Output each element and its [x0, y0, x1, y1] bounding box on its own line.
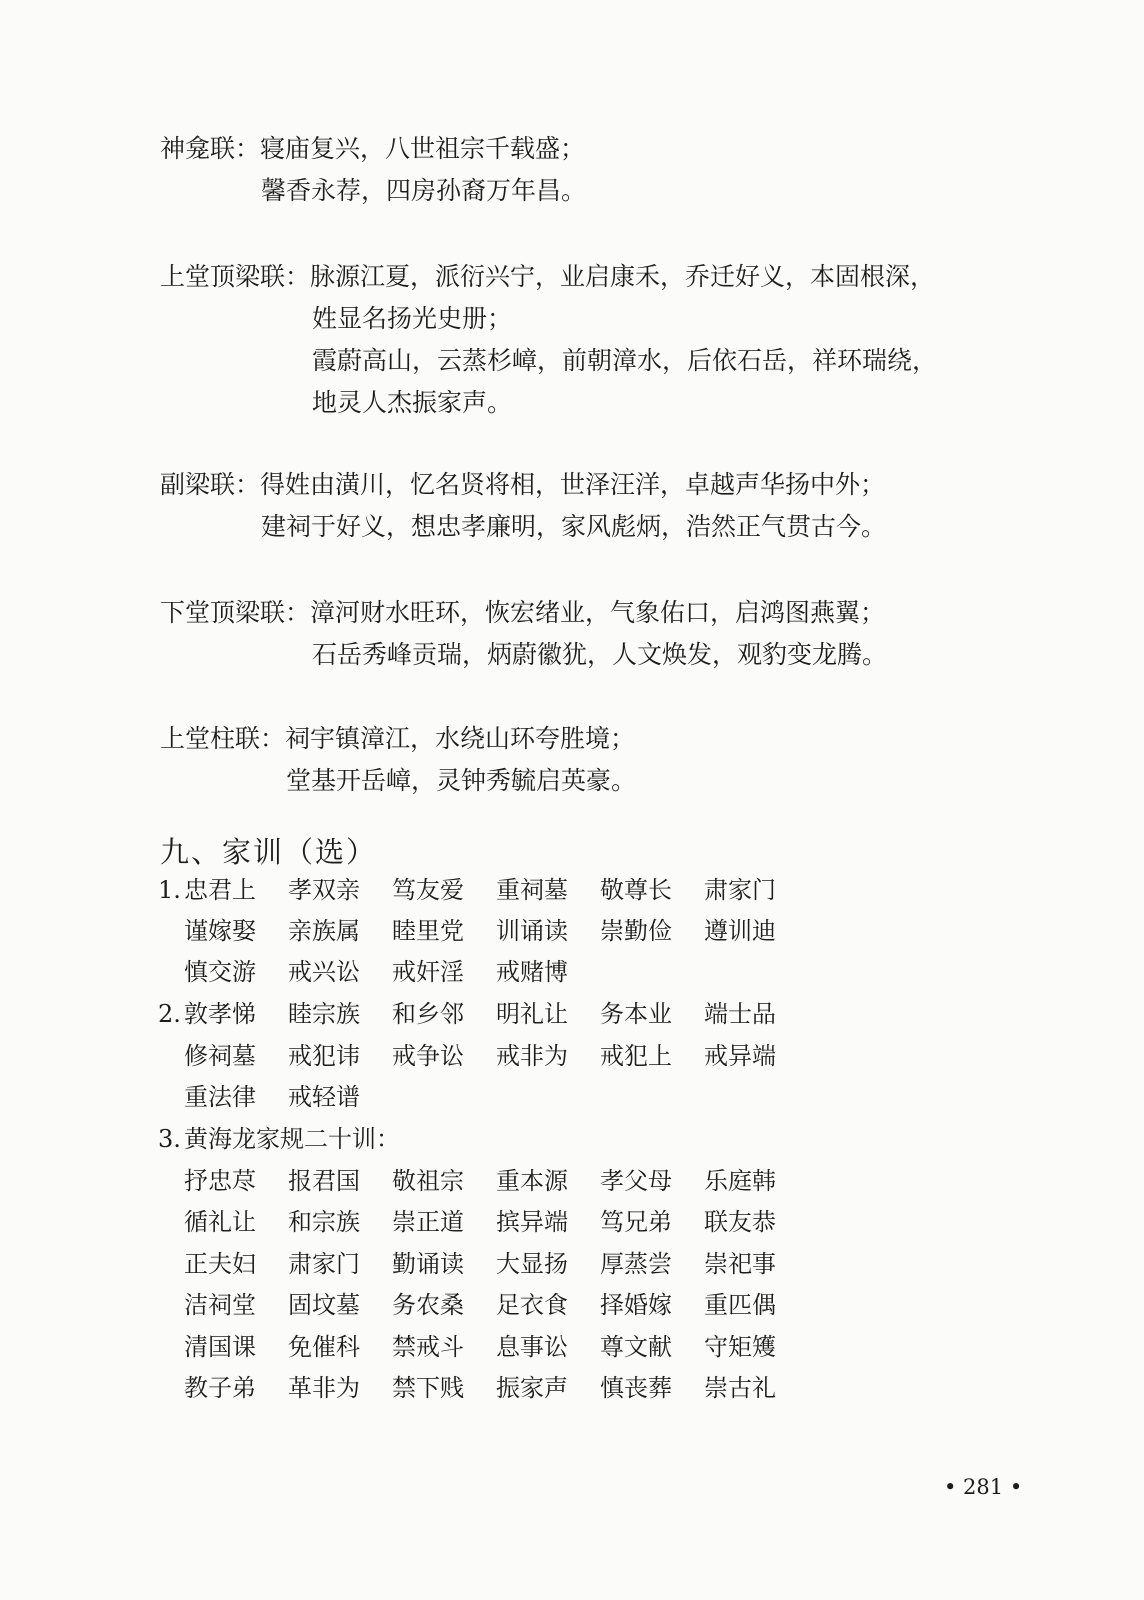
rule-cell: 勤诵读	[392, 1250, 464, 1278]
rule-cell: 肃家门	[704, 876, 776, 904]
rule-cell: 明礼让	[496, 1000, 568, 1028]
list-item	[158, 952, 600, 993]
rule-cell: 重匹偶	[704, 1291, 776, 1319]
rule-cell: 崇祀事	[704, 1250, 776, 1278]
list-item	[158, 1077, 392, 1118]
list-item	[158, 1327, 808, 1368]
rule-cell: 崇正道	[392, 1208, 464, 1236]
rule-cell: 抒忠荩	[184, 1167, 256, 1195]
couplet-label: 副梁联：	[160, 470, 261, 499]
rule-cell: 戒争讼	[392, 1042, 464, 1070]
rule-cell: 敬祖宗	[392, 1167, 464, 1195]
couplet-line: 寝庙复兴，八世祖宗千载盛；	[260, 134, 586, 163]
rule-cell: 戒兴讼	[288, 958, 360, 986]
list-item	[158, 1036, 808, 1077]
rule-cell: 清国课	[184, 1333, 256, 1361]
rule-cell: 尊文献	[600, 1333, 672, 1361]
rule-cell: 联友恭	[704, 1208, 776, 1236]
rule-cell: 孝双亲	[288, 876, 360, 904]
rule-cell: 训诵读	[496, 917, 568, 945]
rule-cell: 教子弟	[184, 1374, 256, 1402]
page-number: • 281 •	[944, 1475, 1023, 1499]
couplet-label: 下堂顶梁联：	[160, 598, 311, 627]
list-item	[158, 911, 808, 952]
rule-group-title: 黄海龙家规二十训：	[184, 1125, 400, 1153]
rule-cell: 戒犯讳	[288, 1042, 360, 1070]
rule-cell: 循礼让	[184, 1208, 256, 1236]
couplet-line: 堂基开岳嶂，灵钟秀毓启英豪。	[286, 766, 637, 795]
rule-cell: 息事讼	[496, 1333, 568, 1361]
rule-cell: 乐庭韩	[704, 1167, 776, 1195]
couplet-shrine	[160, 128, 586, 212]
list-item	[158, 1202, 808, 1243]
rule-cell: 戒异端	[704, 1042, 776, 1070]
rule-cell: 革非为	[288, 1374, 360, 1402]
list-item	[158, 1285, 808, 1326]
couplet-label: 上堂顶梁联：	[160, 262, 311, 291]
list-item	[158, 1161, 808, 1202]
rule-cell: 戒轻谱	[288, 1083, 360, 1111]
rule-cell: 戒奸淫	[392, 958, 464, 986]
section-title: 九、家训（选）	[160, 835, 378, 869]
rule-cell: 戒非为	[496, 1042, 568, 1070]
couplet-line: 馨香永荐，四房孙裔万年昌。	[261, 176, 587, 205]
couplet-label: 上堂柱联：	[160, 724, 286, 753]
rule-cell: 端士品	[704, 1000, 776, 1028]
rule-cell: 遵训迪	[704, 917, 776, 945]
couplet-upper-hall-pillar	[160, 718, 636, 802]
list-item	[158, 1368, 808, 1409]
rule-cell: 崇古礼	[704, 1374, 776, 1402]
couplet-lower-hall-beam	[160, 592, 887, 676]
couplet-line: 石岳秀峰贡瑞，炳蔚徽犹，人文焕发，观豹变龙腾。	[312, 640, 888, 669]
rule-cell: 忠君上	[184, 876, 256, 904]
couplet-line: 建祠于好义，想忠孝廉明，家风彪炳，浩然正气贯古今。	[261, 512, 887, 541]
rule-cell: 戒赌博	[496, 958, 568, 986]
rule-cell: 慎丧葬	[600, 1374, 672, 1402]
couplet-line: 姓显名扬光史册；	[312, 304, 513, 333]
item-number: 1.	[158, 876, 181, 904]
list-item	[158, 870, 808, 911]
rule-cell: 务本业	[600, 1000, 672, 1028]
rule-cell: 固坟墓	[288, 1291, 360, 1319]
rule-cell: 修祠墓	[184, 1042, 256, 1070]
rule-cell: 振家声	[496, 1374, 568, 1402]
couplet-line: 脉源江夏，派衍兴宁，业启康禾，乔迁好义，本固根深，	[310, 262, 936, 291]
couplet-line: 漳河财水旺环，恢宏绪业，气象佑口，启鸿图燕翼；	[310, 598, 886, 627]
rule-cell: 崇勤俭	[600, 917, 672, 945]
list-item	[158, 994, 808, 1035]
couplet-line: 得姓由潢川，忆名贤将相，世泽汪洋，卓越声华扬中外；	[260, 470, 886, 499]
rule-cell: 摈异端	[496, 1208, 568, 1236]
rule-cell: 禁下贱	[392, 1374, 464, 1402]
rule-cell: 谨嫁娶	[184, 917, 256, 945]
rule-cell: 厚蒸尝	[600, 1250, 672, 1278]
rule-cell: 睦宗族	[288, 1000, 360, 1028]
rule-cell: 禁戒斗	[392, 1333, 464, 1361]
rule-cell: 足衣食	[496, 1291, 568, 1319]
item-number: 3.	[158, 1125, 181, 1153]
couplet-line: 祠宇镇漳江，水绕山环夸胜境；	[285, 724, 636, 753]
list-item	[158, 1244, 808, 1285]
list-item	[158, 1119, 400, 1160]
rule-cell: 免催科	[288, 1333, 360, 1361]
rule-cell: 大显扬	[496, 1250, 568, 1278]
rule-cell: 笃兄弟	[600, 1208, 672, 1236]
rule-cell: 肃家门	[288, 1250, 360, 1278]
rule-cell: 戒犯上	[600, 1042, 672, 1070]
rule-cell: 亲族属	[288, 917, 360, 945]
rule-cell: 重本源	[496, 1167, 568, 1195]
rule-cell: 睦里党	[392, 917, 464, 945]
couplet-line: 霞蔚高山，云蒸杉嶂，前朝漳水，后依石岳，祥环瑞绕，	[312, 346, 938, 375]
rule-cell: 敬尊长	[600, 876, 672, 904]
couplet-line: 地灵人杰振家声。	[312, 388, 513, 417]
rule-cell: 守矩矱	[704, 1333, 776, 1361]
rule-cell: 洁祠堂	[184, 1291, 256, 1319]
couplet-label: 神龛联：	[160, 134, 261, 163]
rule-cell: 择婚嫁	[600, 1291, 672, 1319]
rule-cell: 笃友爱	[392, 876, 464, 904]
rule-cell: 敦孝悌	[184, 1000, 256, 1028]
rule-cell: 重法律	[184, 1083, 256, 1111]
rule-cell: 正夫妇	[184, 1250, 256, 1278]
rule-cell: 重祠墓	[496, 876, 568, 904]
rule-cell: 和宗族	[288, 1208, 360, 1236]
rule-cell: 慎交游	[184, 958, 256, 986]
rule-cell: 和乡邻	[392, 1000, 464, 1028]
couplet-secondary-beam	[160, 464, 886, 548]
rule-cell: 孝父母	[600, 1167, 672, 1195]
rule-cell: 报君国	[288, 1167, 360, 1195]
couplet-upper-hall-beam	[160, 256, 937, 424]
rule-cell: 务农桑	[392, 1291, 464, 1319]
item-number: 2.	[158, 1000, 181, 1028]
